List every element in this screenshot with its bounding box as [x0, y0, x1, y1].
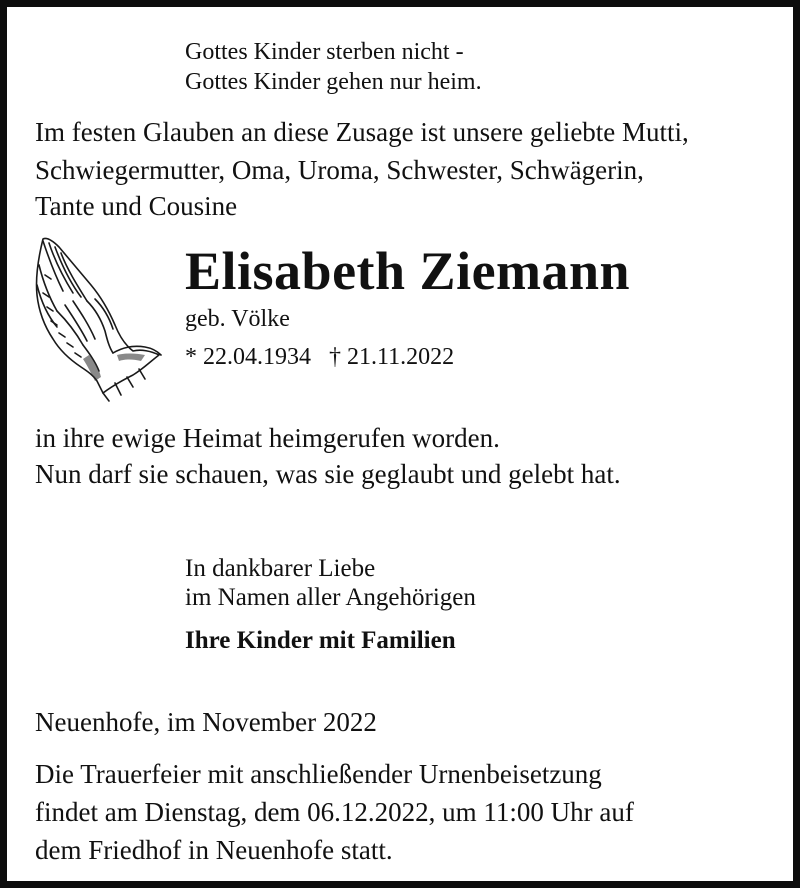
- intro-line-2: Schwiegermutter, Oma, Uroma, Schwester, Schwägerin,: [35, 155, 644, 185]
- birth-date: * 22.04.1934: [185, 344, 311, 370]
- praying-hands-icon: [29, 235, 169, 405]
- body-line-1: in ihre ewige Heimat heimgerufen worden.: [35, 423, 500, 453]
- maiden-name: geb. Völke: [185, 306, 290, 332]
- quote-line-1: Gottes Kinder sterben nicht -: [185, 39, 464, 65]
- deceased-name: Elisabeth Ziemann: [185, 241, 631, 301]
- intro-line-3: Tante und Cousine: [35, 191, 238, 221]
- funeral-line-3: dem Friedhof in Neuenhofe statt.: [35, 835, 393, 865]
- funeral-line-1: Die Trauerfeier mit anschließender Urnenbeisetzung: [35, 759, 602, 789]
- death-date: † 21.11.2022: [329, 344, 455, 370]
- signature-line-1: In dankbarer Liebe: [185, 555, 376, 582]
- body-line-2: Nun darf sie schauen, was sie geglaubt und gelebt hat.: [35, 459, 621, 489]
- funeral-line-2: findet am Dienstag, dem 06.12.2022, um 11:00 Uhr auf: [35, 797, 634, 827]
- signature-line-2: im Namen aller Angehörigen: [185, 584, 476, 611]
- intro-line-1: Im festen Glauben an diese Zusage ist unsere geliebte Mutti,: [35, 117, 689, 147]
- life-dates: [185, 345, 454, 369]
- quote-line-2: Gottes Kinder gehen nur heim.: [185, 69, 482, 95]
- place-date: Neuenhofe, im November 2022: [35, 707, 377, 737]
- signature-family: Ihre Kinder mit Familien: [185, 627, 456, 654]
